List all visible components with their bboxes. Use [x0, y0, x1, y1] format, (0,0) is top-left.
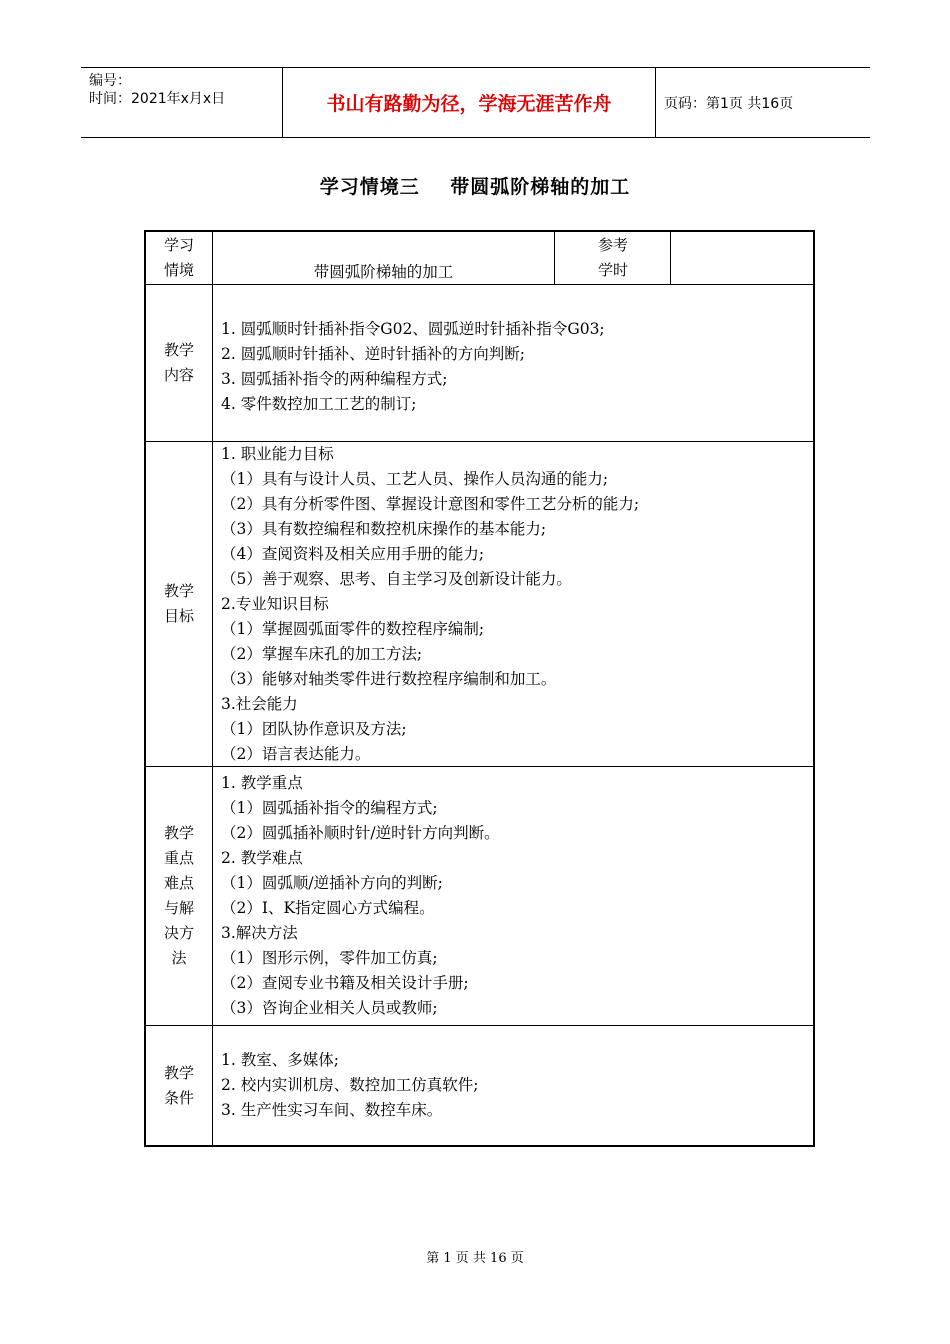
list-item: 2. 校内实训机房、数控加工仿真软件;	[221, 1076, 479, 1094]
document-title: 学习情境三 带圆弧阶梯轴的加工	[319, 176, 631, 198]
list-item: 1. 圆弧顺时针插补指令G02、圆弧逆时针插补指令G03;	[221, 320, 605, 338]
list-item: （1）圆弧顺/逆插补方向的判断;	[221, 874, 443, 892]
page-footer: 第 1 页 共 16 页	[426, 1251, 524, 1266]
content-label: 教学内容	[146, 285, 213, 441]
list-item: 3.解决方法	[221, 924, 298, 942]
list-item: （3）具有数控编程和数控机床操作的基本能力;	[221, 519, 547, 538]
ref-hours-value	[671, 232, 813, 284]
conditions-list	[221, 1026, 807, 1161]
table-row-keypoints	[146, 767, 813, 1026]
list-item: （5）善于观察、思考、自主学习及创新设计能力。	[221, 569, 572, 588]
page-header	[81, 67, 870, 138]
list-item: 1. 职业能力目标	[221, 444, 334, 463]
lesson-table	[144, 230, 815, 1147]
table-row-content	[146, 285, 813, 442]
header-page-info: 页码：第1页 共16页	[664, 95, 794, 112]
list-item: 3. 生产性实习车间、数控车床。	[221, 1101, 443, 1119]
list-item: （2）查阅专业书籍及相关设计手册;	[221, 974, 469, 992]
list-item: 3.社会能力	[221, 694, 298, 713]
list-item: （1）掌握圆弧面零件的数控程序编制;	[221, 619, 485, 638]
ref-hours-label: 参考学时	[556, 232, 671, 284]
header-meta	[81, 68, 281, 137]
list-item: （2）语言表达能力。	[221, 744, 371, 763]
list-item: （2）具有分析零件图、掌握设计意图和零件工艺分析的能力;	[221, 494, 640, 513]
content-list	[221, 285, 807, 445]
list-item: （4）查阅资料及相关应用手册的能力;	[221, 544, 485, 563]
scenario-label: 学习情境	[146, 232, 213, 284]
list-item: （2）掌握车床孔的加工方法;	[221, 644, 423, 663]
list-item: 2.专业知识目标	[221, 594, 329, 613]
conditions-label: 教学条件	[146, 1026, 213, 1145]
goals-label: 教学目标	[146, 442, 213, 766]
table-row-conditions	[146, 1026, 813, 1145]
list-item: 4. 零件数控加工工艺的制订;	[221, 395, 417, 413]
header-motto: 书山有路勤为径，学海无涯苦作舟	[282, 68, 656, 137]
keypoints-list	[221, 767, 807, 1025]
list-item: （1）具有与设计人员、工艺人员、操作人员沟通的能力;	[221, 469, 609, 488]
list-item: （3）能够对轴类零件进行数控程序编制和加工。	[221, 669, 557, 688]
list-item: 1. 教学重点	[221, 774, 303, 792]
list-item: （2）圆弧插补顺时针/逆时针方向判断。	[221, 824, 500, 842]
list-item: （1）圆弧插补指令的编程方式;	[221, 799, 438, 817]
list-item: （2）I、K指定圆心方式编程。	[221, 899, 435, 917]
list-item: 1. 教室、多媒体;	[221, 1051, 339, 1069]
table-row-scenario	[146, 232, 813, 285]
scenario-value: 带圆弧阶梯轴的加工	[213, 232, 555, 284]
keypoints-label: 教学重点难点与解决方法	[146, 767, 213, 1025]
list-item: （3）咨询企业相关人员或教师;	[221, 999, 438, 1017]
list-item: 2. 圆弧顺时针插补、逆时针插补的方向判断;	[221, 345, 525, 363]
number-label: 编号：	[89, 73, 131, 89]
list-item: （1）团队协作意识及方法;	[221, 719, 407, 738]
list-item: 3. 圆弧插补指令的两种编程方式;	[221, 370, 448, 388]
time-line: 时间：2021年x月x日	[89, 91, 226, 107]
list-item: （1）图形示例，零件加工仿真;	[221, 949, 438, 967]
goals-list	[221, 442, 807, 766]
table-row-goals	[146, 442, 813, 767]
list-item: 2. 教学难点	[221, 849, 303, 867]
